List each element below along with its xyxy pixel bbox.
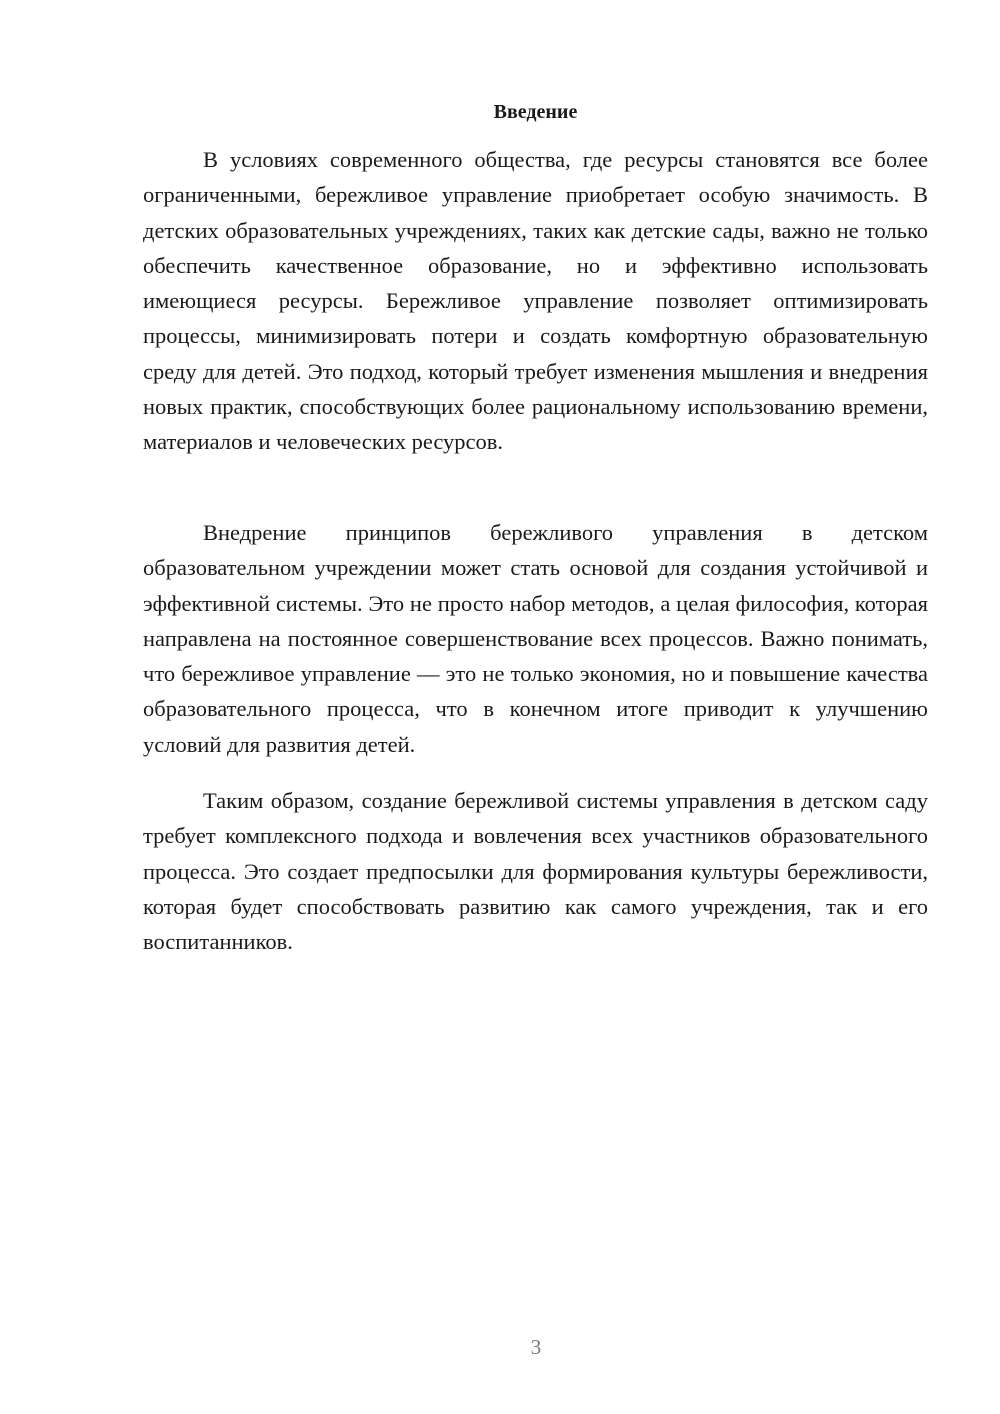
paragraph-1: В условиях современного общества, где ресурсы становятся все более ограниченными, бережливое управление приобретает особую значимость. В детских образовательных учреждениях, таких как детские сады, важно не только обеспечить качественное образование, но и эффективно использовать имеющиеся ресурсы. Бережливое управление позволяет оптимизировать процессы, минимизировать потери и создать комфортную образовательную среду для детей. Это подход, который требует изменения мышления и внедрения новых практик, способствующих более рациональному использованию времени, материалов и человеческих ресурсов.: [143, 147, 928, 455]
page-number: 3: [530, 1335, 542, 1359]
section-title: Введение: [493, 101, 578, 123]
paragraph-3: Таким образом, создание бережливой системы управления в детском саду требует комплексного подхода и вовлечения всех участников образовательного процесса. Это создает предпосылки для формирования культуры бережливости, которая будет способствовать развитию как самого учреждения, так и его воспитанников.: [143, 788, 928, 955]
paragraph-2: Внедрение принципов бережливого управления в детском образовательном учреждении может стать основой для создания устойчивой и эффективной системы. Это не просто набор методов, а целая философия, которая направлена на постоянное совершенствование всех процессов. Важно понимать, что бережливое управление — это не только экономия, но и повышение качества образовательного процесса, что в конечном итоге приводит к улучшению условий для развития детей.: [143, 520, 928, 757]
